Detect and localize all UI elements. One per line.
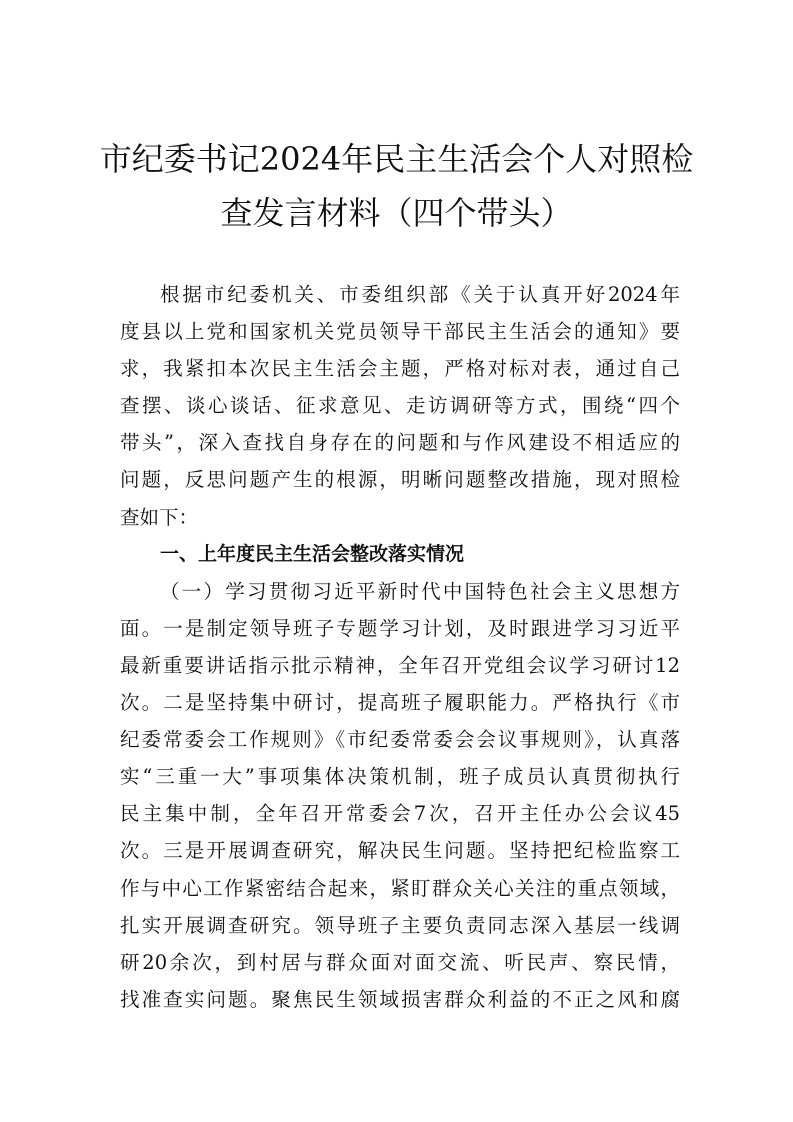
paragraph-1-line: 度县以上党和国家机关党员领导干部民主生活会的通知》要: [120, 320, 680, 344]
paragraph-1-line: 求，我紧扣本次民主生活会主题，严格对标对表，通过自己: [120, 357, 680, 381]
paragraph-2-line: 作与中心工作紧密结合起来，紧盯群众关心关注的重点领域，: [120, 876, 680, 900]
paragraph-1-line: 根据市纪委机关、市委组织部《关于认真开好2024年: [160, 283, 680, 306]
document-body: [120, 276, 680, 1018]
paragraph-1-line: 带头”，深入查找自身存在的问题和与作风建设不相适应的: [120, 431, 680, 455]
paragraph-2-line: 纪委常委会工作规则》《市纪委常委会会议事规则》，认真落: [120, 728, 680, 752]
paragraph-2-line: 次。二是坚持集中研讨，提高班子履职能力。严格执行《市: [120, 691, 680, 715]
section-heading: 一、上年度民主生活会整改落实情况: [160, 542, 465, 565]
paragraph-2-line: 面。一是制定领导班子专题学习计划，及时跟进学习习近平: [120, 616, 680, 640]
paragraph-2-line: 最新重要讲话指示批示精神，全年召开党组会议学习研讨12: [120, 653, 680, 677]
paragraph-1-line: 问题，反思问题产生的根源，明晰问题整改措施，现对照检: [120, 468, 680, 492]
title-line-1: 市纪委书记2024年民主生活会个人对照检: [99, 140, 694, 178]
paragraph-2-line: 扎实开展调查研究。领导班子主要负责同志深入基层一线调: [120, 913, 680, 937]
paragraph-1-line: 查如下：: [120, 505, 199, 529]
paragraph-2-line: 民主集中制，全年召开常委会7次，召开主任办公会议45: [120, 802, 680, 826]
paragraph-2-line: 实“三重一大”事项集体决策机制，班子成员认真贯彻执行: [120, 765, 680, 789]
paragraph-2-line: 次。三是开展调查研究，解决民生问题。坚持把纪检监察工: [120, 839, 680, 863]
document-title: [90, 132, 703, 240]
paragraph-2-line: 研20余次，到村居与群众面对面交流、听民声、察民情，: [120, 950, 680, 974]
paragraph-2-line: 找准查实问题。聚焦民生领域损害群众利益的不正之风和腐: [120, 987, 680, 1011]
paragraph-1-line: 查摆、谈心谈话、征求意见、走访调研等方式，围绕“四个: [120, 394, 680, 418]
paragraph-2-line: （一）学习贯彻习近平新时代中国特色社会主义思想方: [160, 579, 680, 603]
title-line-2: 查发言材料（四个带头）: [220, 194, 573, 232]
